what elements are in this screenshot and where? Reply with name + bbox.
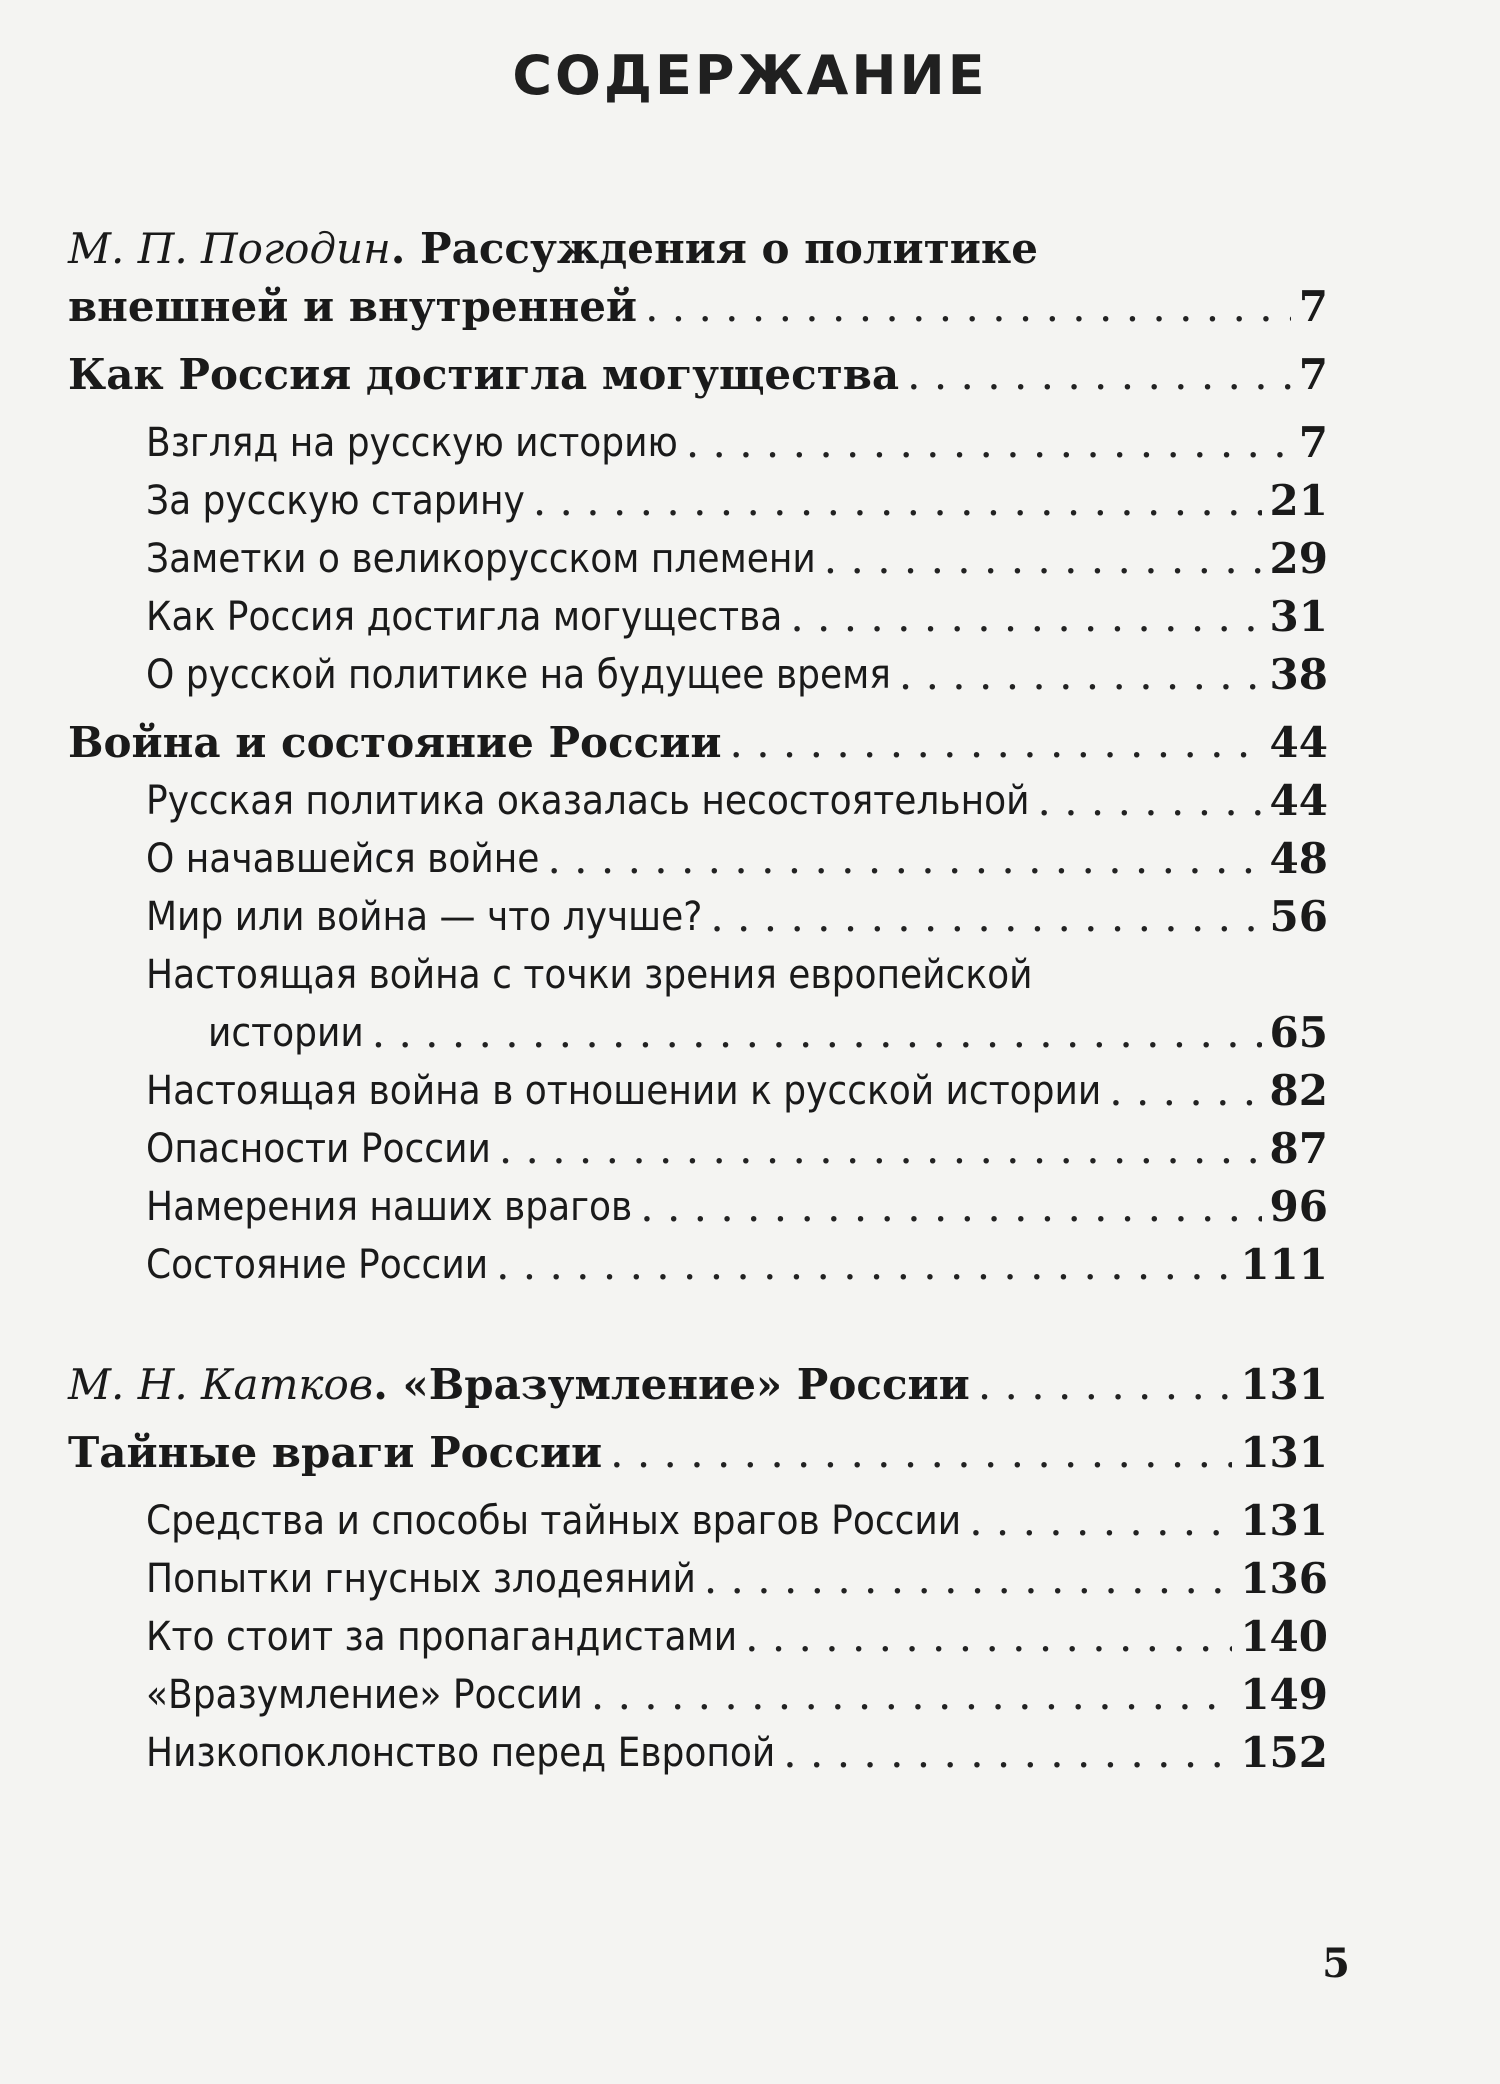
item-title: Кто стоит за пропагандистами [146,1614,738,1660]
part-title: Как Россия достигла могущества [68,350,900,399]
section2-title: . «Вразумление» России [373,1360,970,1409]
toc-item [68,1120,1328,1178]
section1-title-line1: . Рассуждения о политике [390,224,1038,273]
item-title-line1: Настоящая война с точки зрения европейской [146,952,1033,998]
item-page: 82 [1269,1066,1328,1115]
toc-item [68,888,1328,946]
leader-dots [899,646,1262,704]
item-page: 140 [1240,1612,1328,1661]
item-title: Настоящая война в отношении к русской истории [146,1068,1102,1114]
item-title: Намерения наших врагов [146,1184,633,1230]
leader-dots [686,414,1291,472]
item-page: 65 [1269,1008,1328,1057]
leader-dots [730,714,1262,772]
item-title: За русскую старину [146,478,525,524]
leader-dots [969,1492,1232,1550]
toc-item [68,1608,1328,1666]
item-title: Заметки о великорусском племени [146,536,816,582]
leader-dots [645,278,1291,336]
section1-title-line2: внешней и внутренней [68,282,638,331]
item-title: Низкопоклонство перед Европой [146,1730,776,1776]
item-page: 29 [1269,534,1328,583]
item-title: Как Россия достигла могущества [146,594,783,640]
leader-dots [640,1178,1261,1236]
item-title: О русской политике на будущее время [146,652,891,698]
section2-author: М. Н. Катков [68,1360,374,1409]
item-page: 96 [1269,1182,1328,1231]
section2-title-wrap [68,1356,970,1414]
item-page: 56 [1269,892,1328,941]
leader-dots [907,346,1291,404]
section2-page: 131 [1240,1360,1328,1409]
item-title-line2: истории [208,1010,364,1056]
item-title: «Вразумление» России [146,1672,583,1718]
item-page: 38 [1269,650,1328,699]
item-page: 131 [1240,1496,1328,1545]
toc-item [68,646,1328,704]
section1-heading-line2 [68,278,1328,336]
toc-item [68,1724,1328,1782]
item-title: Средства и способы тайных врагов России [146,1498,962,1544]
leader-dots [547,830,1261,888]
section1-page: 7 [1298,282,1328,331]
item-page: 152 [1240,1728,1328,1777]
part-title: Тайные враги России [68,1428,603,1477]
item-page: 31 [1269,592,1328,641]
item-page: 111 [1240,1240,1328,1289]
part-page: 7 [1298,350,1328,399]
item-page: 87 [1269,1124,1328,1173]
toc-part [68,1424,1328,1482]
section1-author: М. П. Погодин [68,224,391,273]
part-page: 44 [1269,718,1328,767]
item-page: 44 [1269,776,1328,825]
part-page: 131 [1240,1428,1328,1477]
toc-item [68,1004,1328,1062]
leader-dots [1109,1062,1261,1120]
leader-dots [790,588,1261,646]
item-page: 48 [1269,834,1328,883]
toc-item [68,1178,1328,1236]
item-title: Русская политика оказалась несостоятельной [146,778,1030,824]
page-heading: СОДЕРЖАНИЕ [512,44,988,107]
part-title: Война и состояние России [68,718,722,767]
toc-item [68,472,1328,530]
section2-heading [68,1356,1328,1414]
leader-dots [783,1724,1232,1782]
toc-item [68,1492,1328,1550]
toc-item [68,414,1328,472]
toc-item [68,1062,1328,1120]
item-page: 149 [1240,1670,1328,1719]
toc-part [68,714,1328,772]
leader-dots [496,1236,1232,1294]
toc-part [68,346,1328,404]
item-title: Опасности России [146,1126,491,1172]
item-title: О начавшейся войне [146,836,540,882]
item-page: 7 [1298,418,1328,467]
item-page: 21 [1269,476,1328,525]
leader-dots [1038,772,1262,830]
toc-item [68,588,1328,646]
leader-dots [591,1666,1232,1724]
item-title: Состояние России [146,1242,489,1288]
item-title: Взгляд на русскую историю [146,420,678,466]
leader-dots [533,472,1262,530]
table-of-contents [68,220,1328,1782]
leader-dots [710,888,1261,946]
leader-dots [824,530,1262,588]
leader-dots [499,1120,1262,1178]
toc-item [68,1236,1328,1294]
leader-dots [978,1356,1232,1414]
section1-heading-line1 [68,220,1328,278]
toc-item [68,530,1328,588]
leader-dots [372,1004,1262,1062]
toc-item [68,1550,1328,1608]
page-number: 5 [1322,1940,1350,1987]
leader-dots [745,1608,1232,1666]
leader-dots [610,1424,1232,1482]
item-page: 136 [1240,1554,1328,1603]
toc-item [68,772,1328,830]
item-title: Мир или война — что лучше? [146,894,703,940]
item-title: Попытки гнусных злодеяний [146,1556,696,1602]
toc-item [68,830,1328,888]
leader-dots [704,1550,1232,1608]
toc-item [68,1666,1328,1724]
